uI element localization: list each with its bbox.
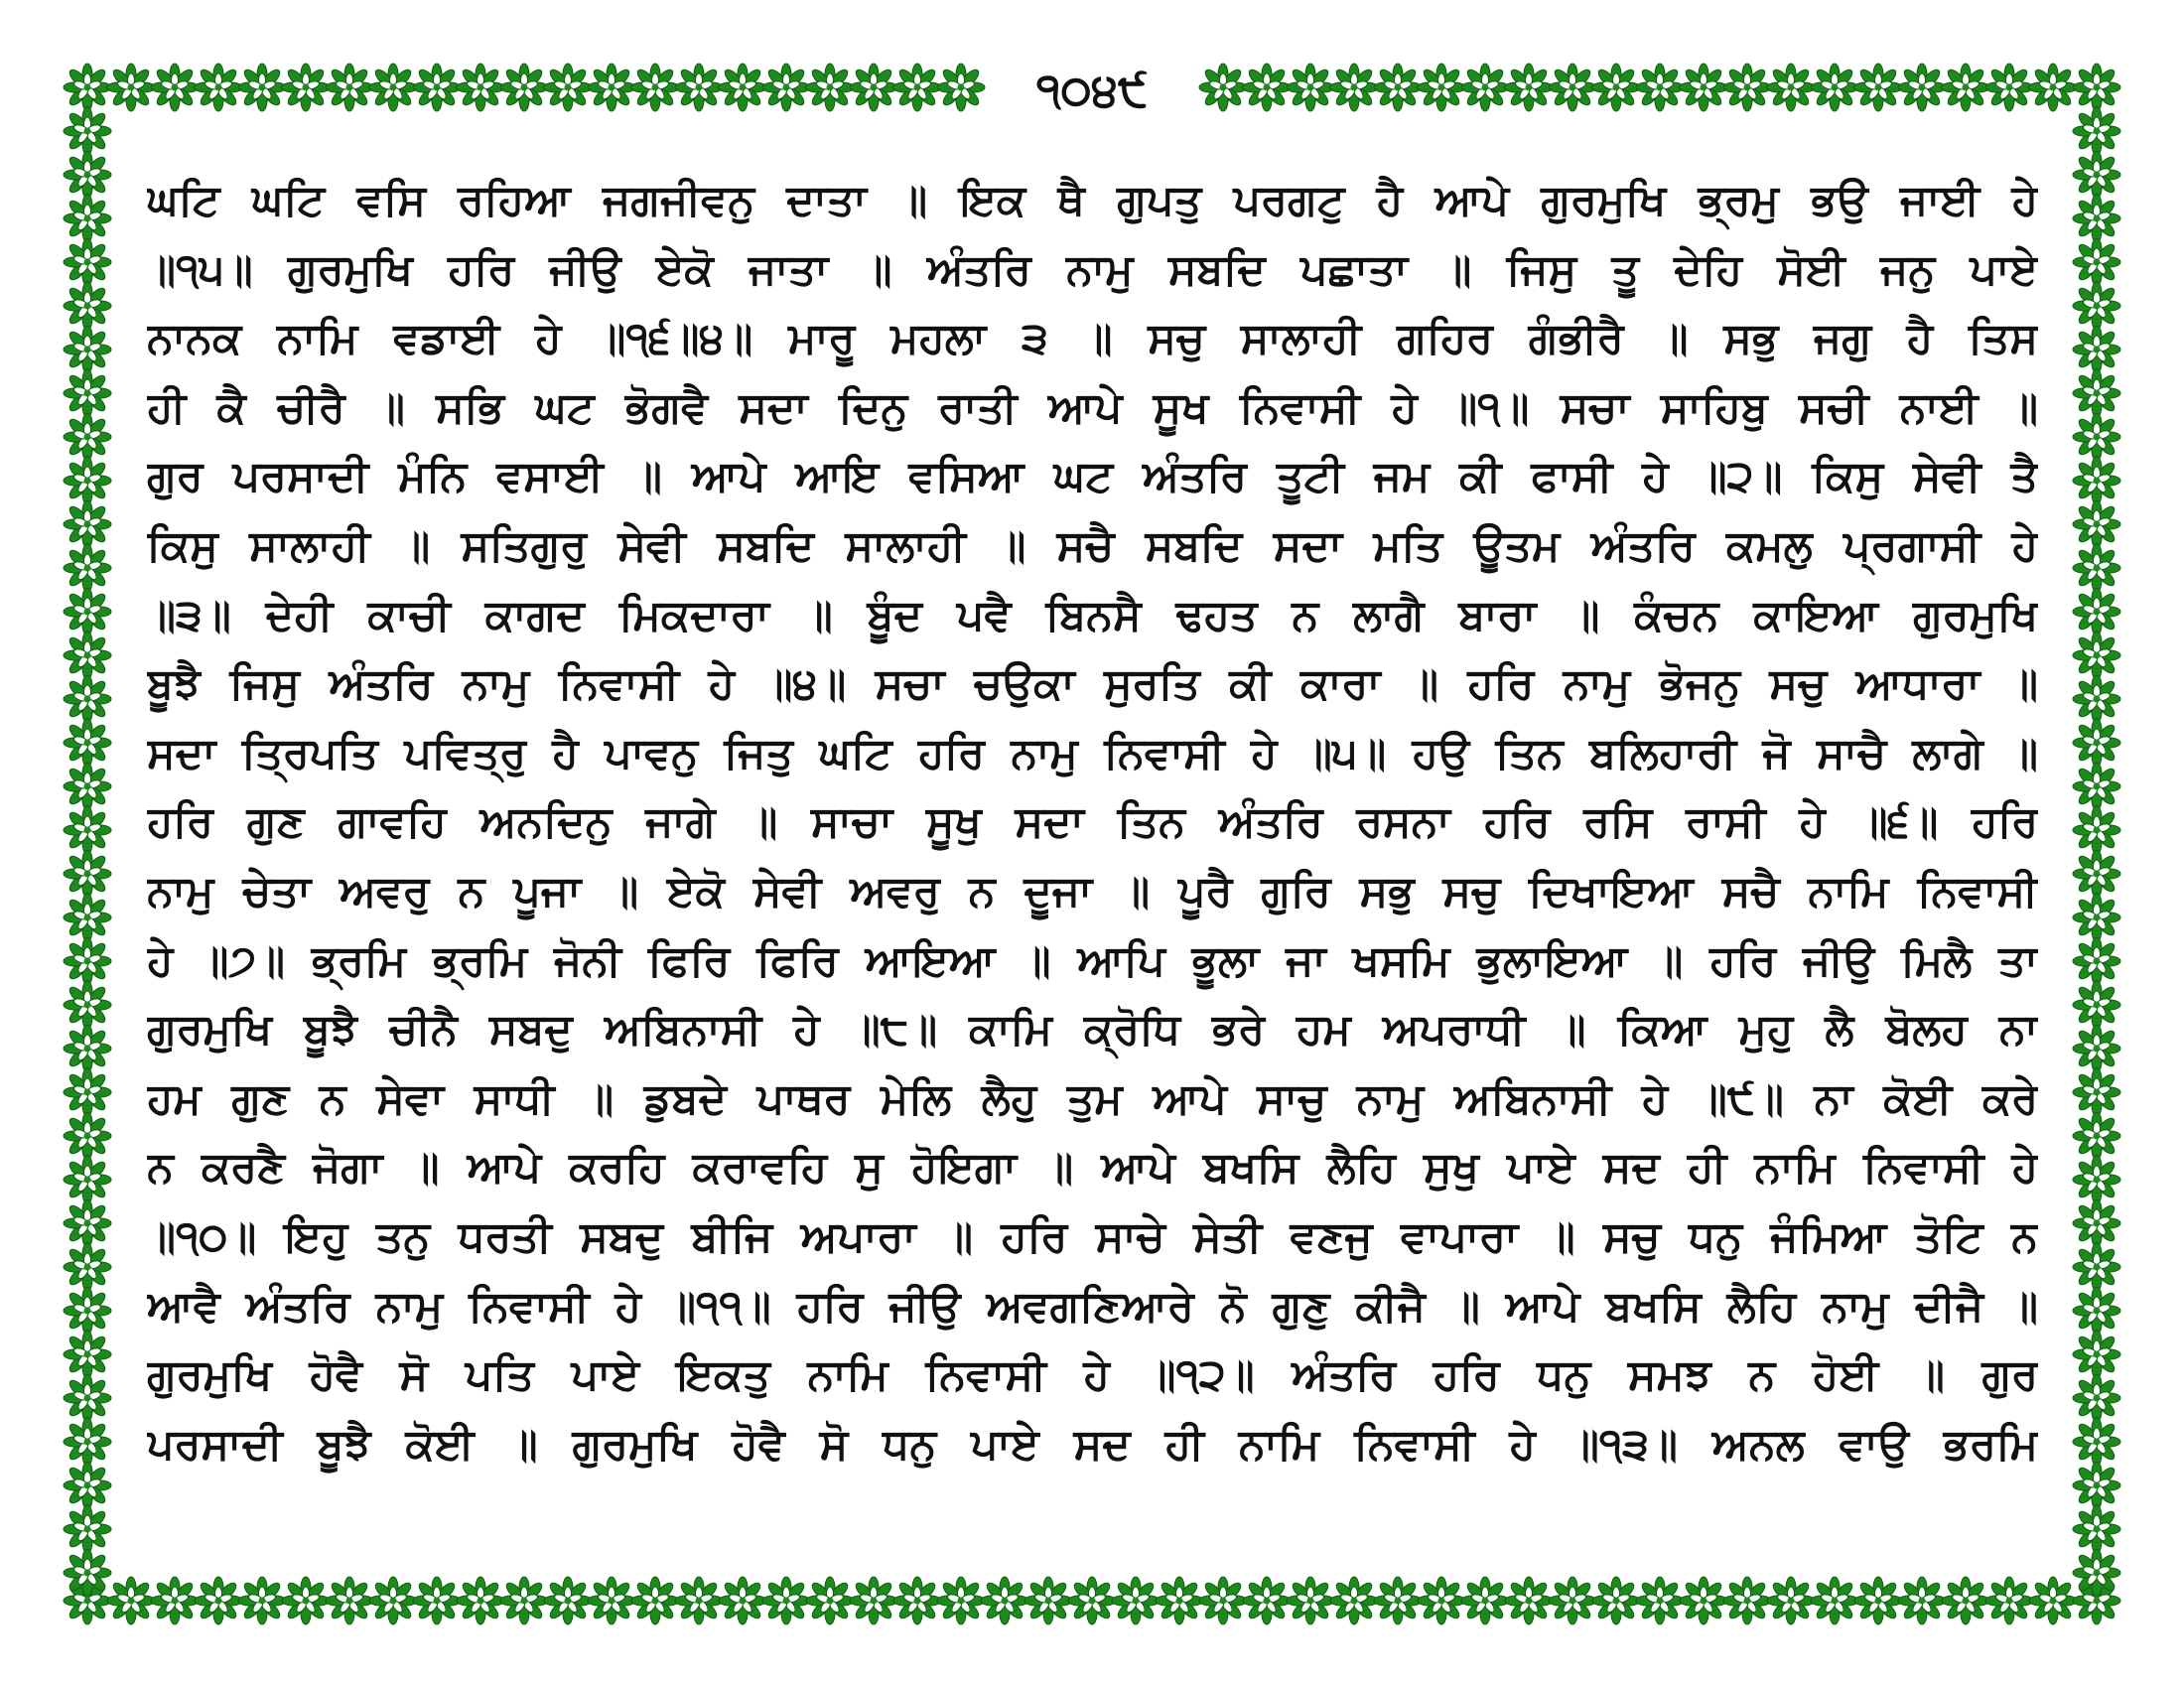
flower-icon — [64, 1374, 111, 1422]
flower-icon — [1680, 1577, 1727, 1624]
flower-icon — [326, 1577, 373, 1624]
flower-icon — [2073, 282, 2120, 330]
flower-icon — [631, 64, 679, 111]
flower-icon — [64, 107, 111, 155]
flower-icon — [1854, 1577, 1902, 1624]
flower-icon — [1243, 1577, 1291, 1624]
flower-icon — [1636, 64, 1684, 111]
flower-icon — [64, 1505, 111, 1553]
flower-icon — [1068, 1577, 1116, 1624]
flower-icon — [64, 894, 111, 941]
flower-icon — [64, 151, 111, 199]
flower-icon — [2073, 1418, 2120, 1466]
flower-icon — [2073, 937, 2120, 985]
flower-icon — [64, 1112, 111, 1160]
flower-icon — [937, 64, 985, 111]
flower-icon — [1199, 1577, 1247, 1624]
flower-icon — [369, 64, 417, 111]
text-line: ਹਰਿ ਗੁਣ ਗਾਵਹਿ ਅਨਦਿਨੁ ਜਾਗੇ ॥ ਸਾਚਾ ਸੂਖੁ ਸਦਾ ਤਿਨ ਅੰਤਰਿ ਰਸਨਾ ਹਰਿ ਰਸਿ ਰਾਸੀ ਹੇ ॥੬॥ ਹਰਿ — [147, 797, 2038, 848]
flower-icon — [1942, 64, 1989, 111]
flower-icon — [64, 369, 111, 417]
flower-icon — [2073, 850, 2120, 898]
flower-icon — [981, 1577, 1028, 1624]
flower-icon — [2073, 1331, 2120, 1378]
text-line: ਨਾਨਕ ਨਾਮਿ ਵਡਾਈ ਹੇ ॥੧੬॥੪॥ ਮਾਰੂ ਮਹਲਾ ੩ ॥ ਸਚੁ ਸਾਲਾਹੀ ਗਹਿਰ ਗੰਭੀਰੈ ॥ ਸਭੁ ਜਗੁ ਹੈ ਤਿਸ — [147, 314, 2038, 364]
flower-icon — [544, 64, 592, 111]
flower-icon — [893, 1577, 941, 1624]
flower-icon — [2029, 1577, 2077, 1624]
flower-icon — [762, 64, 810, 111]
flower-icon — [64, 282, 111, 330]
flower-icon — [64, 1331, 111, 1378]
flower-icon — [1723, 64, 1771, 111]
flower-icon — [1287, 64, 1334, 111]
flower-icon — [64, 1418, 111, 1466]
flower-icon — [457, 64, 504, 111]
flower-icon — [1898, 1577, 1946, 1624]
flower-icon — [719, 1577, 766, 1624]
flower-icon — [1156, 1577, 1203, 1624]
flower-icon — [1985, 64, 2033, 111]
flower-icon — [64, 500, 111, 548]
flower-icon — [64, 1462, 111, 1509]
flower-icon — [1592, 1577, 1640, 1624]
flower-icon — [1505, 64, 1553, 111]
flower-icon — [369, 1577, 417, 1624]
flower-icon — [806, 64, 854, 111]
page-number: ੧੦੪੯ — [993, 55, 1191, 124]
flower-icon — [1549, 64, 1596, 111]
flower-icon — [1461, 64, 1509, 111]
flower-icon — [719, 64, 766, 111]
flower-icon — [2073, 1549, 2120, 1597]
flower-icon — [1505, 1577, 1553, 1624]
flower-icon — [1287, 1577, 1334, 1624]
flower-icon — [2073, 151, 2120, 199]
flower-icon — [1024, 1577, 1072, 1624]
flower-icon — [64, 675, 111, 723]
flower-icon — [500, 1577, 548, 1624]
flower-icon — [1636, 1577, 1684, 1624]
flower-icon — [2073, 1287, 2120, 1335]
flower-icon — [1418, 64, 1465, 111]
text-line: ਹੇ ॥੭॥ ਭ੍ਰਮਿ ਭ੍ਰਮਿ ਜੋਨੀ ਫਿਰਿ ਫਿਰਿ ਆਇਆ ॥ ਆਪਿ ਭੂਲਾ ਜਾ ਖਸਮਿ ਭੁਲਾਇਆ ॥ ਹਰਿ ਜੀਉ ਮਿਲੈ ਤਾ — [147, 935, 2038, 986]
flower-icon — [2073, 238, 2120, 286]
flower-icon — [2073, 632, 2120, 679]
flower-icon — [64, 1199, 111, 1247]
flower-icon — [2073, 544, 2120, 592]
flower-icon — [1243, 64, 1291, 111]
flower-icon — [413, 1577, 461, 1624]
flower-icon — [107, 64, 155, 111]
flower-icon — [64, 1549, 111, 1597]
text-line: ਬੂਝੈ ਜਿਸੁ ਅੰਤਰਿ ਨਾਮੁ ਨਿਵਾਸੀ ਹੇ ॥੪॥ ਸਚਾ ਚਉਕਾ ਸੁਰਤਿ ਕੀ ਕਾਰਾ ॥ ਹਰਿ ਨਾਮੁ ਭੋਜਨੁ ਸਚੁ ਆਧਾਰਾ ॥ — [147, 659, 2038, 710]
flower-icon — [588, 1577, 635, 1624]
flower-icon — [64, 806, 111, 854]
flower-icon — [64, 1243, 111, 1291]
flower-icon — [1942, 1577, 1989, 1624]
flower-icon — [631, 1577, 679, 1624]
flower-icon — [64, 850, 111, 898]
flower-icon — [282, 64, 330, 111]
flower-icon — [1199, 64, 1247, 111]
flower-icon — [2073, 369, 2120, 417]
flower-icon — [1549, 1577, 1596, 1624]
text-line: ਹਮ ਗੁਣ ਨ ਸੇਵਾ ਸਾਧੀ ॥ ਡੁਬਦੇ ਪਾਥਰ ਮੇਲਿ ਲੈਹੁ ਤੁਮ ਆਪੇ ਸਾਚੁ ਨਾਮੁ ਅਬਿਨਾਸੀ ਹੇ ॥੯॥ ਨਾ ਕੋਈ ਕਰੇ — [147, 1073, 2038, 1124]
flower-icon — [64, 1025, 111, 1072]
flower-icon — [2073, 1112, 2120, 1160]
flower-icon — [1811, 64, 1858, 111]
text-line: ॥੧੫॥ ਗੁਰਮੁਖਿ ਹਰਿ ਜੀਉ ਏਕੋ ਜਾਤਾ ॥ ਅੰਤਰਿ ਨਾਮੁ ਸਬਦਿ ਪਛਾਤਾ ॥ ਜਿਸੁ ਤੂ ਦੇਹਿ ਸੋਈ ਜਨੁ ਪਾਏ — [147, 244, 2038, 295]
flower-icon — [64, 326, 111, 373]
text-line: ਗੁਰਮੁਖਿ ਹੋਵੈ ਸੋ ਪਤਿ ਪਾਏ ਇਕਤੁ ਨਾਮਿ ਨਿਵਾਸੀ ਹੇ ॥੧੨॥ ਅੰਤਰਿ ਹਰਿ ਧਨੁ ਸਮਝ ਨ ਹੋਈ ॥ ਗੁਰ — [147, 1350, 2038, 1401]
flower-icon — [2073, 1462, 2120, 1509]
text-line: ਕਿਸੁ ਸਾਲਾਹੀ ॥ ਸਤਿਗੁਰੁ ਸੇਵੀ ਸਬਦਿ ਸਾਲਾਹੀ ॥ ਸਚੈ ਸਬਦਿ ਸਦਾ ਮਤਿ ਊਤਮ ਅੰਤਰਿ ਕਮਲੁ ਪ੍ਰਗਾਸੀ ਹੇ — [147, 520, 2038, 571]
flower-icon — [2073, 981, 2120, 1029]
flower-icon — [2073, 675, 2120, 723]
flower-icon — [1767, 64, 1815, 111]
flower-icon — [64, 457, 111, 504]
flower-icon — [238, 1577, 286, 1624]
flower-icon — [2073, 1025, 2120, 1072]
flower-icon — [2073, 763, 2120, 810]
flower-icon — [64, 981, 111, 1029]
flower-icon — [64, 937, 111, 985]
flower-icon — [1767, 1577, 1815, 1624]
flower-icon — [2073, 894, 2120, 941]
flower-icon — [2029, 64, 2077, 111]
text-line: ਨਾਮੁ ਚੇਤਾ ਅਵਰੁ ਨ ਪੂਜਾ ॥ ਏਕੋ ਸੇਵੀ ਅਵਰੁ ਨ ਦੂਜਾ ॥ ਪੂਰੈ ਗੁਰਿ ਸਭੁ ਸਚੁ ਦਿਖਾਇਆ ਸਚੈ ਨਾਮਿ ਨਿਵਾਸੀ — [147, 866, 2038, 916]
flower-icon — [1112, 1577, 1160, 1624]
flower-icon — [2073, 1374, 2120, 1422]
text-line: ਹੀ ਕੈ ਚੀਰੈ ॥ ਸਭਿ ਘਟ ਭੋਗਵੈ ਸਦਾ ਦਿਨੁ ਰਾਤੀ ਆਪੇ ਸੂਖ ਨਿਵਾਸੀ ਹੇ ॥੧॥ ਸਚਾ ਸਾਹਿਬੁ ਸਚੀ ਨਾਈ ॥ — [147, 382, 2038, 433]
flower-icon — [64, 632, 111, 679]
scripture-text — [147, 167, 2038, 1479]
flower-icon — [64, 64, 111, 111]
flower-icon — [1592, 64, 1640, 111]
flower-icon — [457, 1577, 504, 1624]
flower-icon — [64, 1287, 111, 1335]
flower-icon — [893, 64, 941, 111]
flower-icon — [2073, 107, 2120, 155]
flower-icon — [1680, 64, 1727, 111]
flower-icon — [850, 1577, 897, 1624]
flower-icon — [850, 64, 897, 111]
flower-icon — [544, 1577, 592, 1624]
flower-icon — [2073, 1243, 2120, 1291]
flower-icon — [762, 1577, 810, 1624]
flower-icon — [2073, 195, 2120, 242]
flower-icon — [675, 1577, 723, 1624]
flower-icon — [1461, 1577, 1509, 1624]
flower-icon — [2073, 806, 2120, 854]
flower-icon — [2073, 588, 2120, 635]
flower-icon — [1985, 1577, 2033, 1624]
flower-icon — [675, 64, 723, 111]
flower-icon — [195, 1577, 242, 1624]
flower-icon — [1418, 1577, 1465, 1624]
text-line: ਨ ਕਰਣੈ ਜੋਗਾ ॥ ਆਪੇ ਕਰਹਿ ਕਰਾਵਹਿ ਸੁ ਹੋਇਗਾ ॥ ਆਪੇ ਬਖਸਿ ਲੈਹਿ ਸੁਖੁ ਪਾਏ ਸਦ ਹੀ ਨਾਮਿ ਨਿਵਾਸੀ ਹੇ — [147, 1143, 2038, 1194]
flower-icon — [2073, 64, 2120, 111]
text-line: ਆਵੈ ਅੰਤਰਿ ਨਾਮੁ ਨਿਵਾਸੀ ਹੇ ॥੧੧॥ ਹਰਿ ਜੀਉ ਅਵਗਣਿਆਰੇ ਨੋ ਗੁਣੁ ਕੀਜੈ ॥ ਆਪੇ ਬਖਸਿ ਲੈਹਿ ਨਾਮੁ ਦੀਜੈ ॥ — [147, 1281, 2038, 1332]
flower-icon — [64, 195, 111, 242]
flower-icon — [2073, 1156, 2120, 1203]
flower-icon — [151, 1577, 199, 1624]
text-line: ਗੁਰਮੁਖਿ ਬੂਝੈ ਚੀਨੈ ਸਬਦੁ ਅਬਿਨਾਸੀ ਹੇ ॥੮॥ ਕਾਮਿ ਕ੍ਰੋਧਿ ਭਰੇ ਹਮ ਅਪਰਾਧੀ ॥ ਕਿਆ ਮੁਹੁ ਲੈ ਬੋਲਹ ਨਾ — [147, 1005, 2038, 1055]
flower-icon — [1898, 64, 1946, 111]
flower-icon — [64, 588, 111, 635]
flower-icon — [1811, 1577, 1858, 1624]
flower-icon — [500, 64, 548, 111]
flower-icon — [64, 1068, 111, 1116]
flower-icon — [1854, 64, 1902, 111]
flower-icon — [64, 719, 111, 767]
flower-icon — [1330, 64, 1378, 111]
flower-icon — [151, 64, 199, 111]
flower-icon — [238, 64, 286, 111]
flower-icon — [64, 544, 111, 592]
flower-icon — [2073, 719, 2120, 767]
text-line: ਘਟਿ ਘਟਿ ਵਸਿ ਰਹਿਆ ਜਗਜੀਵਨੁ ਦਾਤਾ ॥ ਇਕ ਥੈ ਗੁਪਤੁ ਪਰਗਟੁ ਹੈ ਆਪੇ ਗੁਰਮੁਖਿ ਭ੍ਰਮੁ ਭਉ ਜਾਈ ਹੇ — [147, 176, 2038, 225]
flower-icon — [282, 1577, 330, 1624]
flower-icon — [2073, 326, 2120, 373]
text-line: ਸਦਾ ਤ੍ਰਿਪਤਿ ਪਵਿਤ੍ਰੁ ਹੈ ਪਾਵਨੁ ਜਿਤੁ ਘਟਿ ਹਰਿ ਨਾਮੁ ਨਿਵਾਸੀ ਹੇ ॥੫॥ ਹਉ ਤਿਨ ਬਲਿਹਾਰੀ ਜੋ ਸਾਚੈ ਲਾਗੇ ॥ — [147, 728, 2038, 778]
text-line: ॥੩॥ ਦੇਹੀ ਕਾਚੀ ਕਾਗਦ ਮਿਕਦਾਰਾ ॥ ਬੂੰਦ ਪਵੈ ਬਿਨਸੈ ਢਹਤ ਨ ਲਾਗੈ ਬਾਰਾ ॥ ਕੰਚਨ ਕਾਇਆ ਗੁਰਮੁਖਿ — [147, 590, 2038, 640]
flower-icon — [107, 1577, 155, 1624]
flower-icon — [2073, 1505, 2120, 1553]
text-line: ਪਰਸਾਦੀ ਬੂਝੈ ਕੋਈ ॥ ਗੁਰਮੁਖਿ ਹੋਵੈ ਸੋ ਧਨੁ ਪਾਏ ਸਦ ਹੀ ਨਾਮਿ ਨਿਵਾਸੀ ਹੇ ॥੧੩॥ ਅਨਲ ਵਾਉ ਭਰਮਿ — [147, 1419, 2038, 1470]
flower-icon — [64, 413, 111, 461]
flower-icon — [1374, 64, 1422, 111]
flower-icon — [2073, 500, 2120, 548]
flower-icon — [64, 1156, 111, 1203]
flower-icon — [413, 64, 461, 111]
flower-icon — [588, 64, 635, 111]
flower-icon — [937, 1577, 985, 1624]
flower-icon — [64, 763, 111, 810]
flower-icon — [2073, 1199, 2120, 1247]
flower-icon — [2073, 457, 2120, 504]
flower-icon — [806, 1577, 854, 1624]
flower-icon — [1723, 1577, 1771, 1624]
flower-icon — [1330, 1577, 1378, 1624]
flower-icon — [1374, 1577, 1422, 1624]
flower-icon — [64, 238, 111, 286]
flower-icon — [326, 64, 373, 111]
flower-icon — [2073, 1068, 2120, 1116]
text-line: ਗੁਰ ਪਰਸਾਦੀ ਮੰਨਿ ਵਸਾਈ ॥ ਆਪੇ ਆਇ ਵਸਿਆ ਘਟ ਅੰਤਰਿ ਤੂਟੀ ਜਮ ਕੀ ਫਾਸੀ ਹੇ ॥੨॥ ਕਿਸੁ ਸੇਵੀ ਤੈ — [147, 452, 2038, 502]
flower-icon — [2073, 413, 2120, 461]
flower-icon — [195, 64, 242, 111]
text-line: ॥੧੦॥ ਇਹੁ ਤਨੁ ਧਰਤੀ ਸਬਦੁ ਬੀਜਿ ਅਪਾਰਾ ॥ ਹਰਿ ਸਾਚੇ ਸੇਤੀ ਵਣਜੁ ਵਾਪਾਰਾ ॥ ਸਚੁ ਧਨੁ ਜੰਮਿਆ ਤੋਟਿ ਨ — [147, 1211, 2038, 1262]
